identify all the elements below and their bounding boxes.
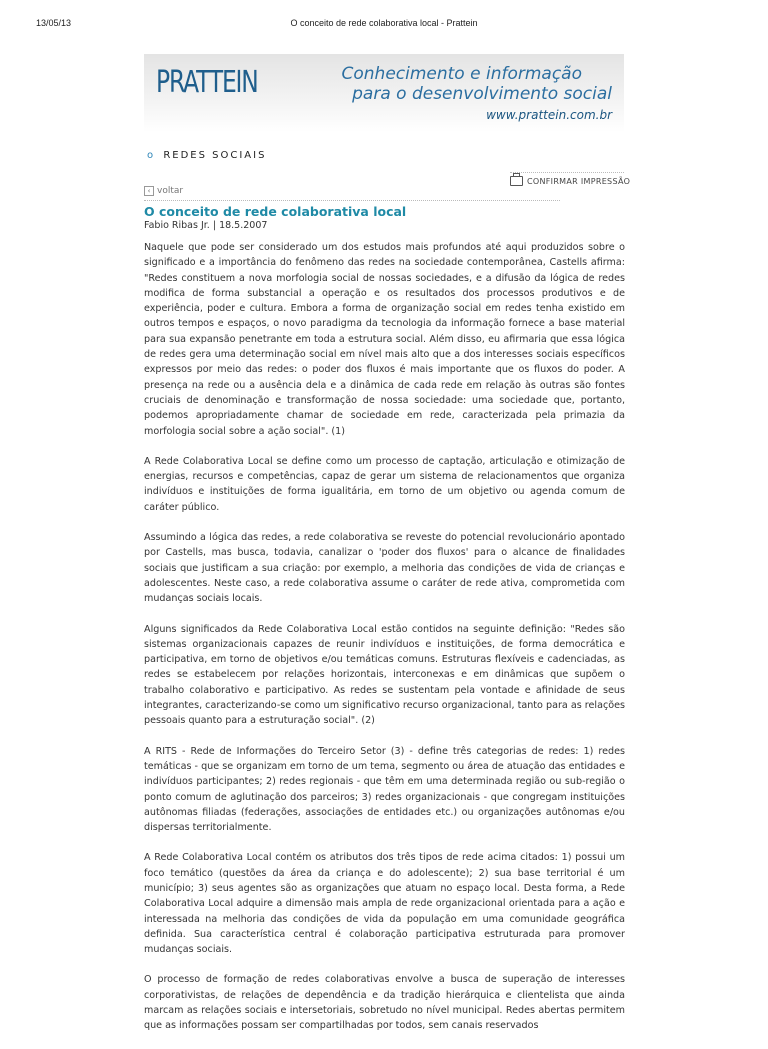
- section-label: [147, 150, 266, 161]
- section-label-text: REDES SOCIAIS: [163, 150, 267, 161]
- banner-tagline-line1: Conhecimento e informação: [341, 64, 582, 84]
- article-paragraph: A Rede Colaborativa Local se define como um processo de captação, articulação e otimização de energias, recursos e competências, capaz de gerar um sistema de relacionamentos que organiza indivíduos e instituições de forma igualitária, em torno de um objetivo ou agenda comum de caráter público.: [144, 455, 625, 513]
- print-date: 13/05/13: [36, 18, 72, 28]
- site-banner: [144, 54, 624, 132]
- printer-icon: [510, 176, 523, 186]
- article-paragraph: O processo de formação de redes colaborativas envolve a busca de superação de interesses corporativistas, de relações de dependência e da tradição hierárquica e clientelista que ainda marcam as relações sociais e intersetoriais, sobretudo no nível municipal. Redes abertas permitem que as informações possam ser compartilhadas por todos, sem canais reservados: [144, 974, 625, 1032]
- print-divider: [510, 172, 624, 173]
- article-paragraph: Assumindo a lógica das redes, a rede colaborativa se reveste do potencial revolucionário apontado por Castells, mas busca, todavia, canalizar o 'poder dos fluxos' para o alcance de finalidades sociais que justificam a sua criação: por exemplo, a melhoria das condições de vida de crianças e adolescentes. Neste caso, a rede colaborativa assume o caráter de rede ativa, comprometida com mudanças sociais locais.: [144, 532, 625, 605]
- header-divider: [144, 200, 560, 201]
- circle-bullet-icon: o: [147, 150, 156, 161]
- article-byline: Fabio Ribas Jr. | 18.5.2007: [144, 220, 268, 231]
- banner-url[interactable]: www.prattein.com.br: [486, 108, 612, 122]
- confirm-print-button[interactable]: [510, 176, 630, 186]
- print-page-title: O conceito de rede colaborativa local - Prattein: [290, 18, 478, 28]
- article-title: O conceito de rede colaborativa local: [144, 204, 407, 219]
- article-paragraph: Alguns significados da Rede Colaborativa Local estão contidos na seguinte definição: "Redes são sistemas organizacionais capazes de reunir indivíduos e instituições, de forma democrática e participativa, em torno de objetivos e/ou temáticas comuns. Estruturas flexíveis e cadenciadas, as redes se estabelecem por relações horizontais, interconexas e em dinâmicas que supõem o trabalho colaborativo e participativo. As redes se sustentam pela vontade e afinidade de seus integrantes, caracterizando-se como um significativo recurso organizacional, tanto para as relações pessoais quanto para a estruturação social". (2): [144, 623, 625, 727]
- back-link[interactable]: [144, 186, 183, 196]
- prattein-logo: PRATTEIN: [156, 65, 258, 100]
- article-body: [144, 240, 625, 1049]
- confirm-print-label: CONFIRMAR IMPRESSÃO: [527, 176, 631, 186]
- article-paragraph: A RITS - Rede de Informações do Terceiro Setor (3) - define três categorias de redes: 1) redes temáticas - que se organizam em torno de um tema, segmento ou área de atuação das entidades e indivíduos participantes; 2) redes regionais - que têm em uma determinada região ou sub-região o ponto comum de aglutinação dos parceiros; 3) redes organizacionais - que congregam instituições autônomas filiadas (federações, associações de entidades etc.) ou organizações autônomas e/ou dispersas territorialmente.: [144, 745, 625, 834]
- article-paragraph: Naquele que pode ser considerado um dos estudos mais profundos até aqui produzidos sobre o significado e a importância do fenômeno das redes na sociedade contemporânea, Castells afirma: "Redes constituem a nova morfologia social de nossas sociedades, e a difusão da lógica de redes modifica de forma substancial a operação e os resultados dos processos produtivos e de experiência, poder e cultura. Embora a forma de organização social em redes tenha existido em outros tempos e espaços, o novo paradigma da tecnologia da informação fornece a base material para sua expansão penetrante em toda a estrutura social. Além disso, eu afirmaria que essa lógica de redes gera uma determinação social em nível mais alto que a dos interesses sociais específicos expressos por meio das redes: o poder dos fluxos é mais importante que os fluxos do poder. A presença na rede ou a ausência dela e a dinâmica de cada rede em relação às outras são fontes cruciais de denominação e transformação de nossa sociedade: uma sociedade que, portanto, podemos apropriadamente chamar de sociedade em rede, caracterizada pela primazia da morfologia social sobre a ação social". (1): [144, 242, 625, 437]
- back-arrow-icon: ‹: [144, 186, 154, 196]
- back-link-label: voltar: [157, 186, 184, 196]
- print-header: [0, 18, 768, 32]
- article-paragraph: A Rede Colaborativa Local contém os atributos dos três tipos de rede acima citados: 1) possui um foco temático (questões da área da criança e do adolescente); 2) sua base territorial é um município; 3) seus agentes são as organizações que atuam no espaço local. Desta forma, a Rede Colaborativa Local adquire a dimensão mais ampla de rede organizacional orientada para a ação e interessada na melhoria das condições de vida da população em uma comunidade geográfica definida. Sua característica central é colaboração participativa estruturada para promover mudanças sociais.: [144, 852, 625, 956]
- banner-tagline-line2: para o desenvolvimento social: [352, 84, 612, 104]
